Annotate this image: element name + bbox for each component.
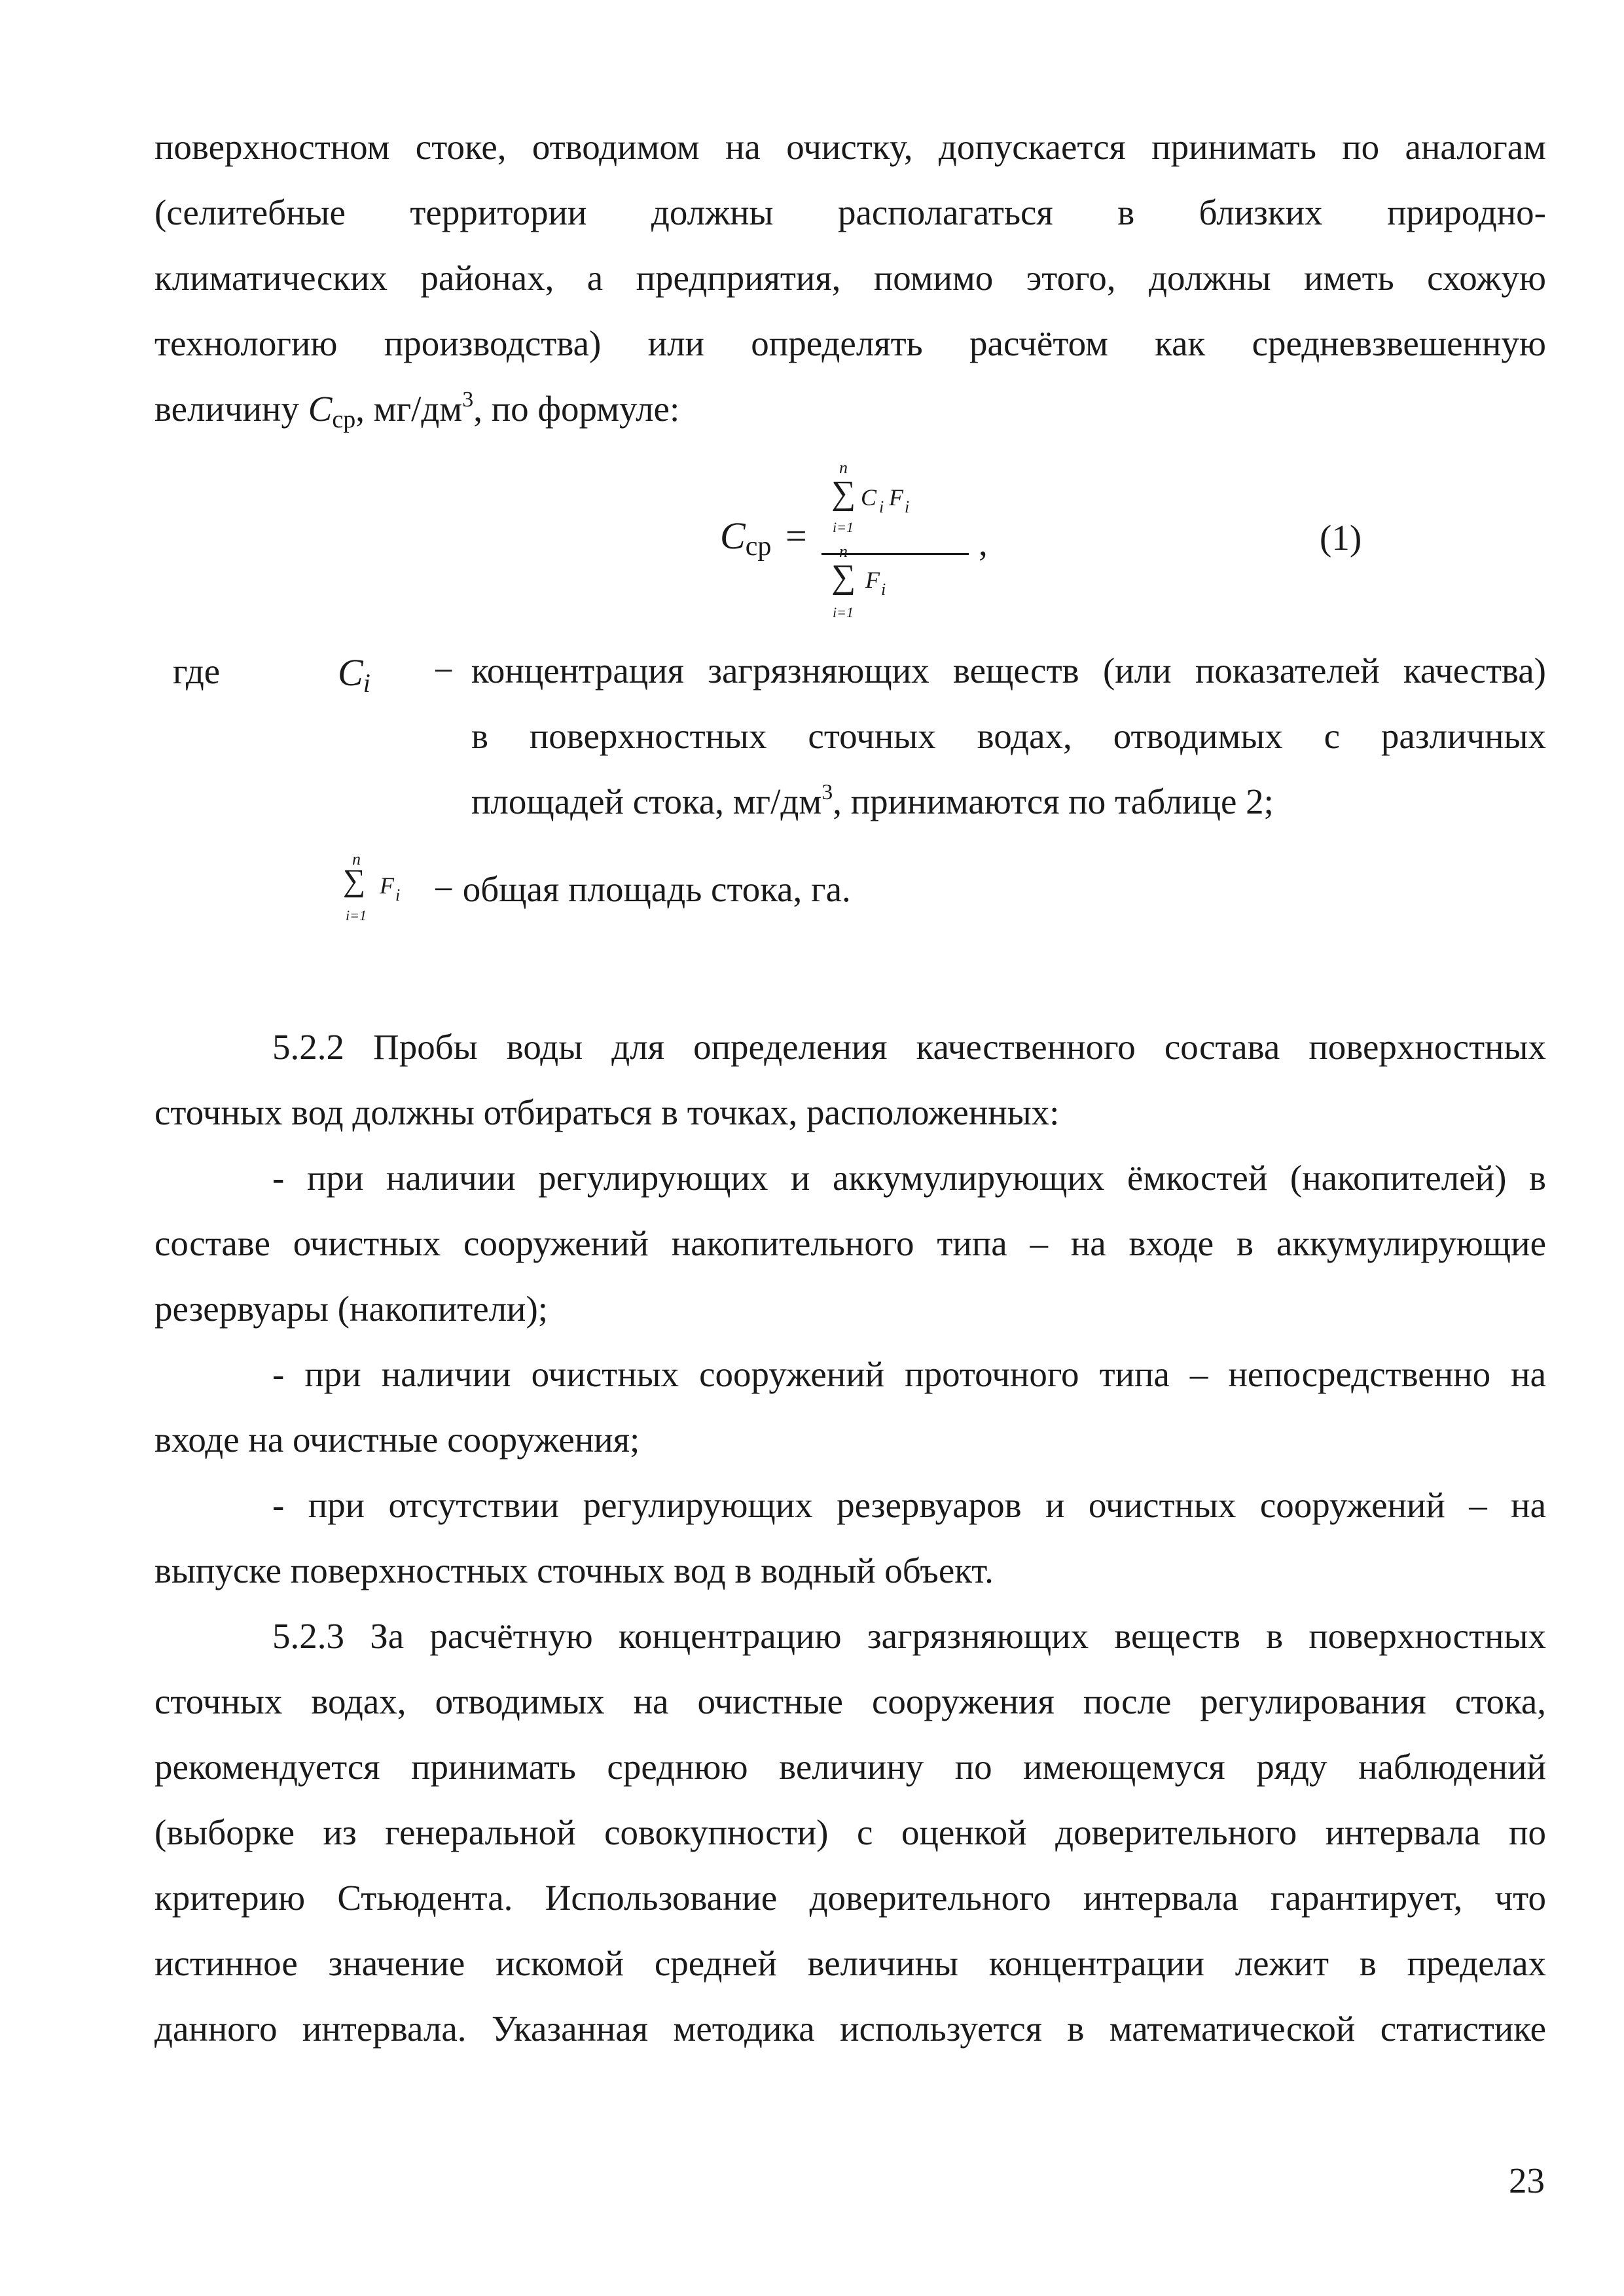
variable-c: C (720, 514, 746, 557)
list-item: резервуары (накопители); (154, 1289, 549, 1329)
sum-lower-limit: i=1 (346, 907, 367, 924)
text-line: (селитебные территории должны располагаться в близких природно- (154, 192, 1546, 232)
subscript: ср (745, 531, 772, 562)
where-symbol-sum-fi (334, 851, 425, 942)
where-description-ci (433, 638, 1546, 834)
subscript-i: i (363, 668, 370, 698)
text-fragment: , по формуле: (473, 389, 680, 429)
list-item: входе на очистные сооружения; (154, 1420, 640, 1460)
text-line: 5.2.2 Пробы воды для определения качественного состава поверхностных (272, 1027, 1546, 1067)
text-fragment: общая площадь стока, га. (462, 869, 851, 909)
list-item: - при наличии регулирующих и аккумулирующих ёмкостей (накопителей) в (272, 1158, 1546, 1198)
subscript-i: i (879, 497, 884, 516)
text-line: (выборке из генеральной совокупности) с оценкой доверительного интервала по (154, 1812, 1546, 1852)
variable-f: F (380, 872, 394, 899)
where-description-sum-fi (433, 869, 851, 910)
text-line: технологию производства) или определять расчётом как средневзвешенную (154, 323, 1546, 363)
section-5-2-3 (154, 1604, 1546, 2062)
text-line: сточных водах, отводимых на очистные сооружения после регулирования стока, (154, 1681, 1546, 1721)
bullet-list (154, 1145, 1546, 1604)
text-line: 5.2.3 За расчётную концентрацию загрязняющих веществ в поверхностных (272, 1616, 1546, 1656)
where-label: где (173, 651, 221, 691)
text-line: истинное значение искомой средней величины концентрации лежит в пределах (154, 1943, 1546, 1983)
equation-number: (1) (1320, 518, 1362, 558)
text-fragment: площадей стока, мг/дм (471, 781, 822, 821)
subscript-i: i (395, 886, 401, 905)
text-line: в поверхностных сточных водах, отводимых с различных (471, 716, 1546, 756)
formula-lhs (720, 514, 772, 562)
dash: − (433, 869, 454, 909)
dash: − (433, 651, 454, 691)
text-fragment: , принимаются по таблице 2; (833, 781, 1274, 821)
sum-lower-limit: i=1 (833, 519, 854, 535)
text-line: климатических районах, а предприятия, помимо этого, должны иметь схожую (154, 258, 1546, 298)
list-item: составе очистных сооружений накопительного типа – на входе в аккумулирующие (154, 1223, 1546, 1263)
list-item: - при отсутствии регулирующих резервуаров и очистных сооружений – на (272, 1485, 1546, 1525)
text-line: критерию Стьюдента. Использование доверительного интервала гарантирует, что (154, 1878, 1546, 1918)
sigma-symbol: ∑ (831, 475, 856, 512)
text-line: сточных вод должны отбираться в точках, расположенных: (154, 1092, 1060, 1132)
sum-lower-limit: i=1 (833, 604, 854, 620)
text-fragment: величину (154, 389, 308, 429)
variable-c: C (338, 651, 363, 694)
variable-c: C (308, 389, 333, 429)
superscript: 3 (462, 387, 474, 412)
formula-1 (720, 452, 1178, 635)
variable-f: F (865, 567, 880, 593)
superscript: 3 (821, 780, 833, 804)
text-line (154, 376, 1546, 442)
text-line: данного интервала. Указанная методика используется в математической статистике (154, 2009, 1546, 2049)
subscript-i: i (905, 497, 910, 516)
text-line (471, 769, 1546, 834)
subscript-i: i (881, 580, 886, 599)
section-5-2-2 (154, 1014, 1546, 1145)
text-line: поверхностном стоке, отводимом на очистку, допускается принимать по аналогам (154, 127, 1546, 167)
paragraph-top (154, 115, 1546, 442)
list-item: выпуске поверхностных сточных вод в водный объект. (154, 1551, 994, 1590)
formula-comma: , (979, 523, 988, 563)
sum-upper-limit: n (839, 458, 848, 477)
sum-upper-limit: n (839, 542, 848, 561)
text-line: концентрация загрязняющих веществ (или показателей качества) (471, 651, 1546, 691)
list-item: - при наличии очистных сооружений проточного типа – непосредственно на (272, 1354, 1546, 1394)
variable-f: F (889, 484, 903, 511)
page-number: 23 (1509, 2161, 1545, 2200)
sum-upper-limit: n (352, 850, 361, 869)
text-fragment: , мг/дм (355, 389, 463, 429)
text-line: рекомендуется принимать среднюю величину по имеющемуся ряду наблюдений (154, 1747, 1546, 1787)
equals-sign: = (785, 514, 807, 557)
where-symbol-ci (338, 651, 370, 698)
variable-c: C (861, 484, 877, 511)
sigma-symbol: ∑ (831, 558, 856, 596)
sigma-symbol: ∑ (343, 863, 366, 898)
subscript: ср (332, 406, 356, 433)
